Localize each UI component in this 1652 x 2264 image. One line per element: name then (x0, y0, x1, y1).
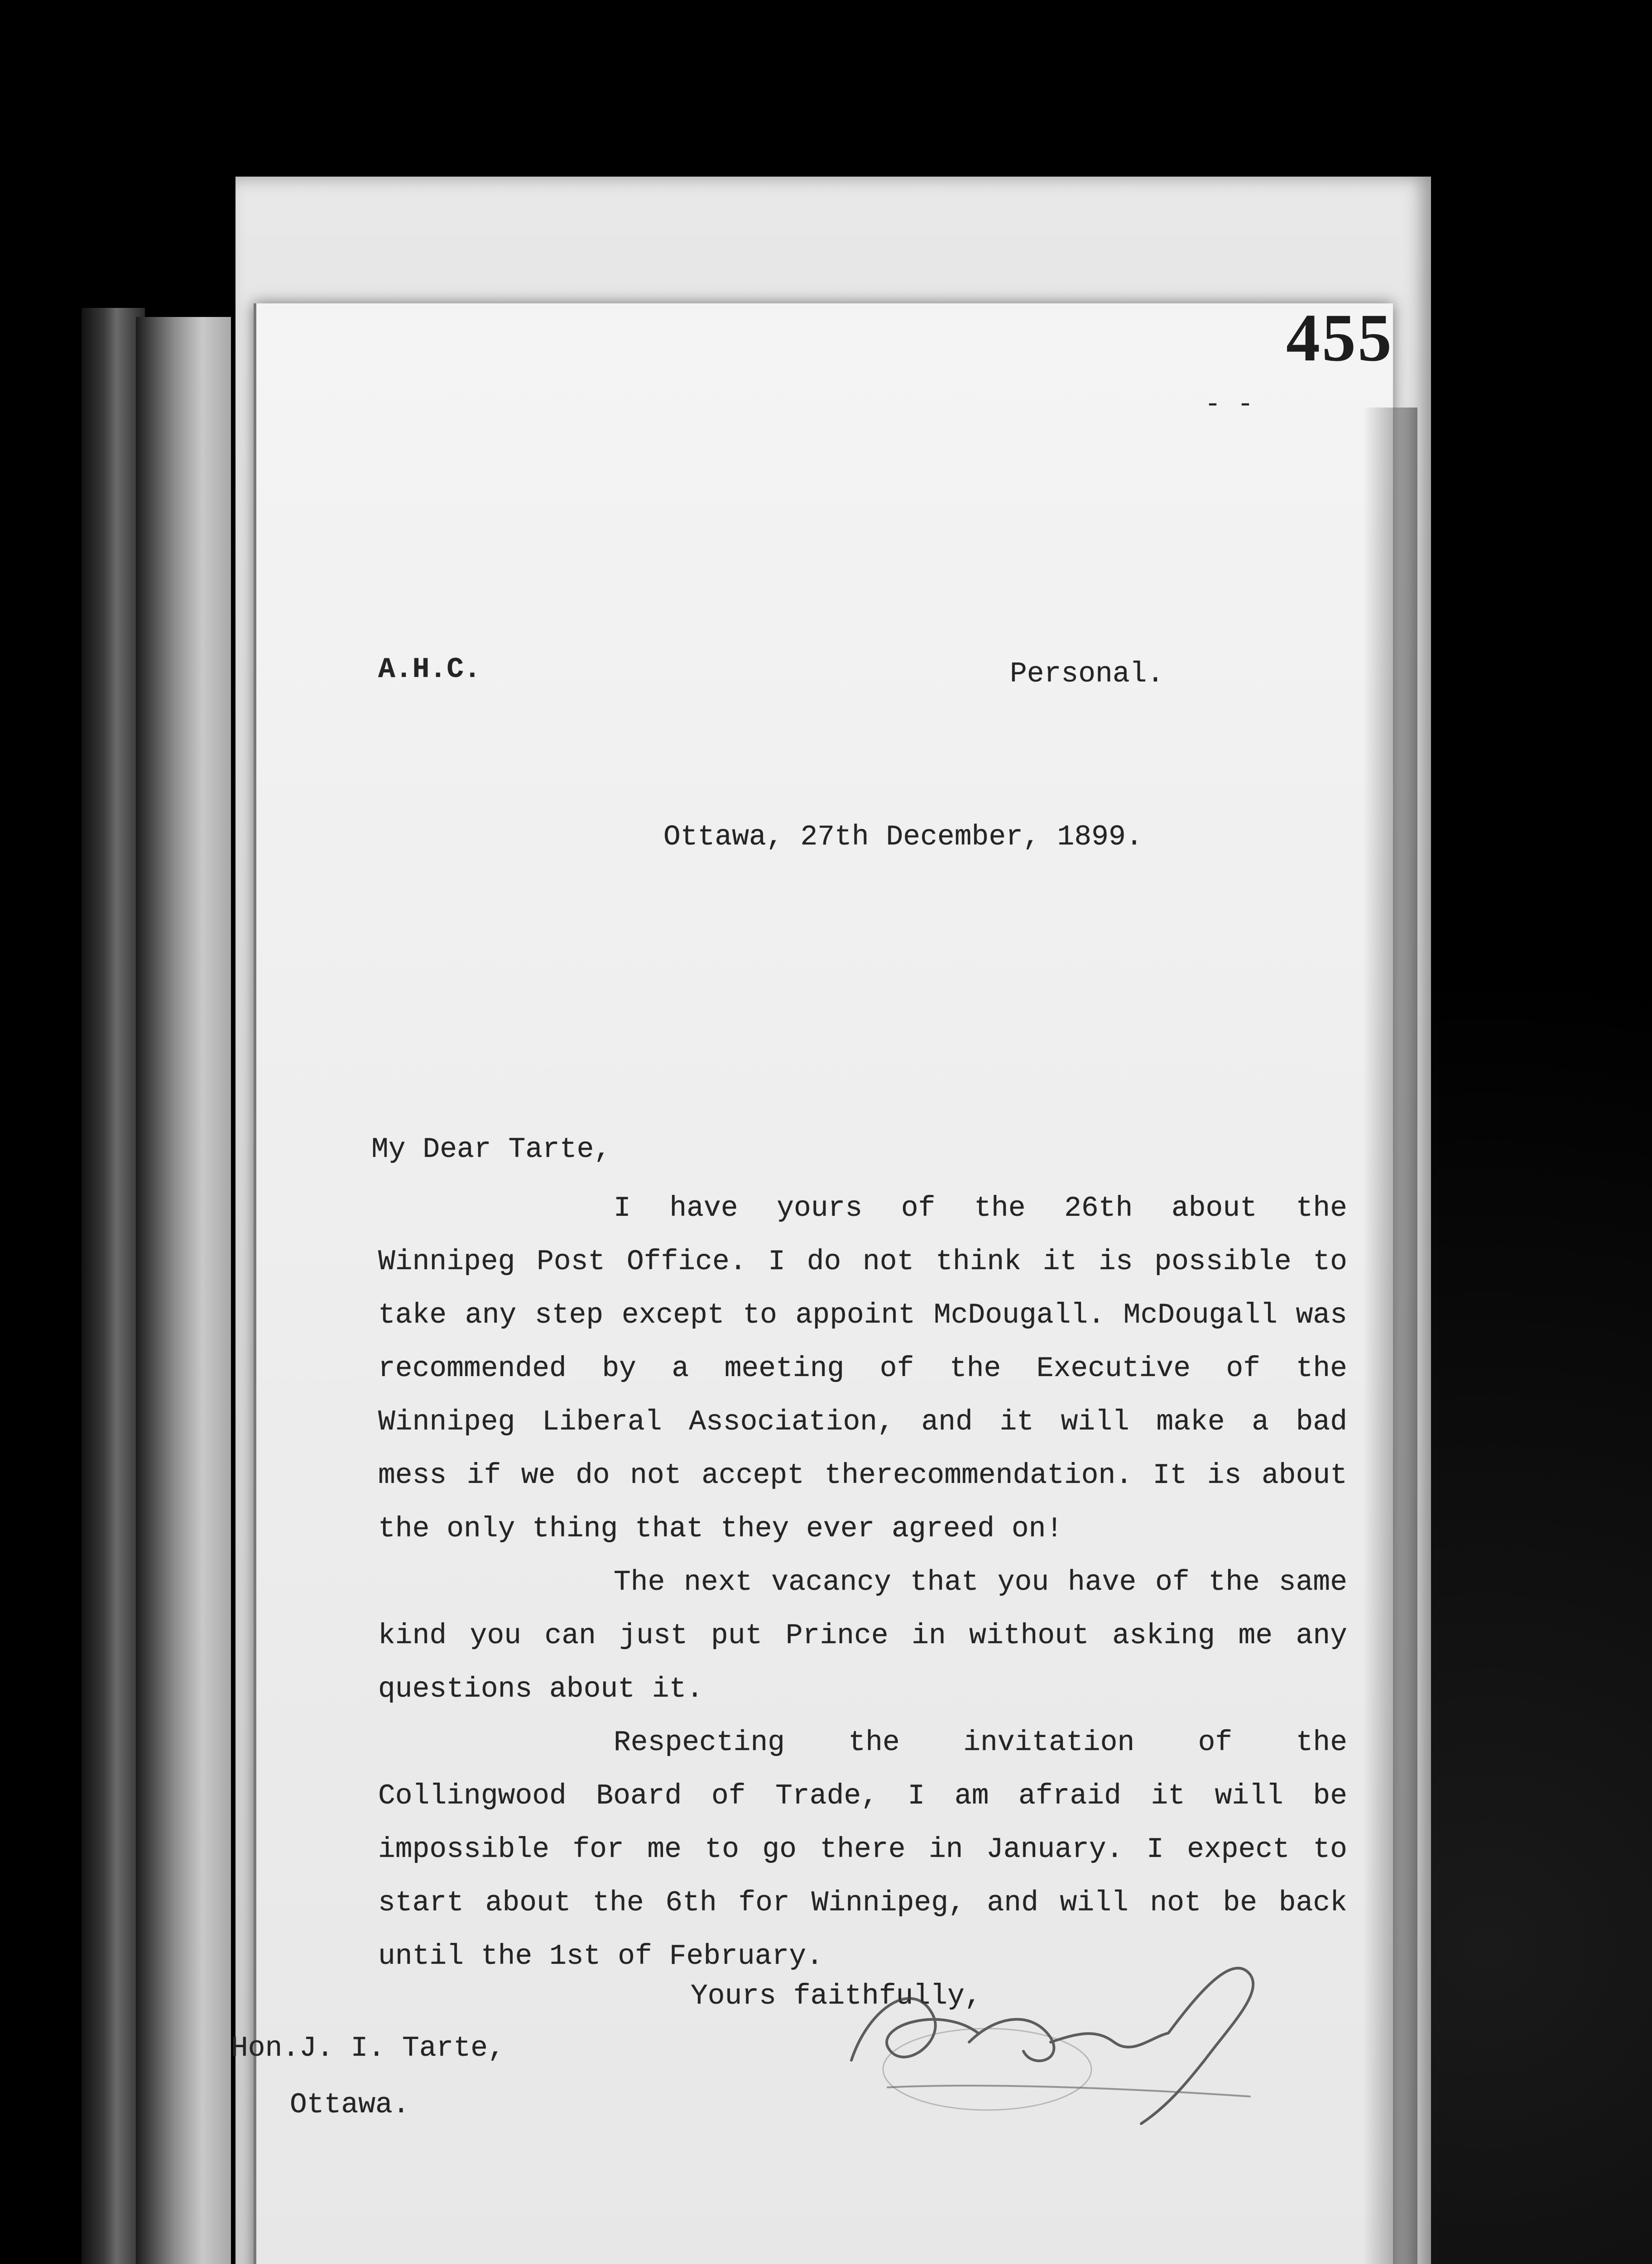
letter-salutation: My Dear Tarte, (371, 1133, 611, 1166)
letter-initials: A.H.C. (378, 653, 481, 686)
folder-edge-inner (136, 317, 231, 2264)
letter-paragraph-3: Respecting the invitation of the Collingwood Board of Trade, I am afraid it will be impossible for me to go there in January. I expect to start about the 6th for Winnipeg, and will not be back until the 1st of February. (378, 1727, 1347, 1972)
letter-body (378, 1182, 1347, 1983)
addressee-name: Hon.J. I. Tarte, (231, 2032, 505, 2064)
letter-closing: Yours faithfully, (691, 1980, 982, 2012)
sheet-edge-shadow (1363, 408, 1417, 2264)
letter-classification: Personal. (1010, 658, 1164, 690)
page-number: 455 (1286, 300, 1393, 375)
letter-paragraph-2: The next vacancy that you have of the same kind you can just put Prince in without asking me any questions about it. (378, 1566, 1347, 1705)
page-mark: - - (1205, 389, 1254, 420)
letter-paragraph-1: I have yours of the 26th about the Winnipeg Post Office. I do not think it is possible to take any step except to appoint McDougall. McDougall was recommended by a meeting of the Executive of the Winnipeg Liberal Association, and it will make a bad mess if we do not accept therecommendation. It is about the only thing that they ever agreed on! (378, 1192, 1347, 1545)
folder-edge (82, 308, 145, 2264)
addressee-city: Ottawa. (290, 2089, 410, 2121)
handwritten-signature (797, 1924, 1295, 2160)
letter-dateline: Ottawa, 27th December, 1899. (663, 821, 1143, 853)
